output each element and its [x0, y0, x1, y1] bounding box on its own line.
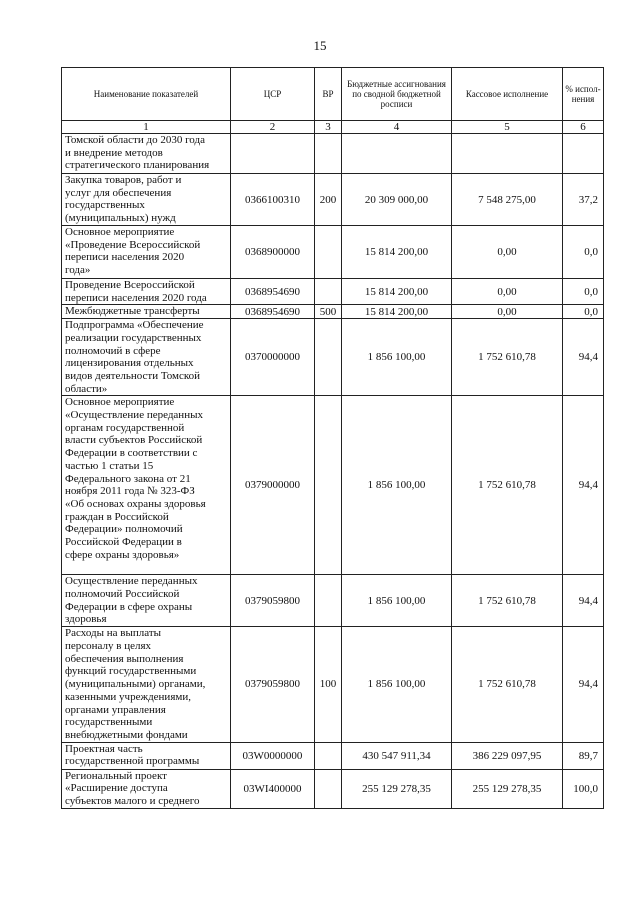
table-row: [62, 279, 604, 305]
row-cash-execution: 0,00: [452, 226, 563, 279]
row-cash-execution: 255 129 278,35: [452, 769, 563, 808]
row-name-text: Проведение Всероссийской переписи населения 2020 года: [65, 279, 207, 304]
row-execution-percent: 94,4: [563, 319, 604, 396]
row-cash-execution: [452, 134, 563, 174]
page-number: 15: [313, 38, 327, 53]
row-execution-percent: 0,0: [563, 226, 604, 279]
row-vr-code: [315, 396, 342, 575]
row-vr-code: [315, 742, 342, 769]
row-name: [62, 305, 231, 319]
row-budget-amount: 430 547 911,34: [342, 742, 452, 769]
row-name: [62, 627, 231, 742]
row-name: [62, 319, 231, 396]
row-name-text: Основное мероприятие «Проведение Всероссийской переписи населения 2020 года»: [65, 226, 201, 277]
column-number: 3: [315, 121, 342, 134]
row-name: [62, 396, 231, 575]
row-vr-code: [315, 226, 342, 279]
budget-execution-table: [61, 67, 604, 809]
table-row: [62, 575, 604, 627]
column-number: 1: [62, 121, 231, 134]
row-csr-code: 03W0000000: [231, 742, 315, 769]
row-csr-code: 0366100310: [231, 174, 315, 226]
row-execution-percent: 100,0: [563, 769, 604, 808]
row-csr-code: [231, 134, 315, 174]
table-row: [62, 319, 604, 396]
row-budget-amount: 1 856 100,00: [342, 396, 452, 575]
column-number: 4: [342, 121, 452, 134]
row-csr-code: 0379059800: [231, 575, 315, 627]
row-budget-amount: 1 856 100,00: [342, 627, 452, 742]
row-budget-amount: 1 856 100,00: [342, 575, 452, 627]
table-row: [62, 769, 604, 808]
row-vr-code: 500: [315, 305, 342, 319]
column-number: 5: [452, 121, 563, 134]
table-row: [62, 627, 604, 742]
row-vr-code: 100: [315, 627, 342, 742]
row-cash-execution: 1 752 610,78: [452, 396, 563, 575]
row-csr-code: 0379000000: [231, 396, 315, 575]
row-name: [62, 279, 231, 305]
row-budget-amount: 255 129 278,35: [342, 769, 452, 808]
table-row: [62, 134, 604, 174]
header-name: Наименование показателей: [62, 68, 231, 121]
row-name-text: Расходы на выплаты персоналу в целях обеспечения выполнения функций государственными (муниципальными) органами, казенными учреждениями, органами управления государственными внебюджетными фондами: [65, 627, 206, 741]
header-budget: Бюджетные ассигнования по сводной бюджетной росписи: [342, 68, 452, 121]
table-row: [62, 742, 604, 769]
row-execution-percent: 37,2: [563, 174, 604, 226]
row-csr-code: 03WI400000: [231, 769, 315, 808]
row-budget-amount: 20 309 000,00: [342, 174, 452, 226]
row-name: [62, 742, 231, 769]
row-vr-code: [315, 575, 342, 627]
row-cash-execution: 7 548 275,00: [452, 174, 563, 226]
row-execution-percent: [563, 134, 604, 174]
row-name-text: Томской области до 2030 года и внедрение методов стратегического планирования: [65, 134, 210, 172]
row-name-text: Закупка товаров, работ и услуг для обеспечения государственных (муниципальных) нужд: [65, 174, 182, 225]
table-body: [62, 134, 604, 809]
row-budget-amount: 15 814 200,00: [342, 226, 452, 279]
row-name: [62, 575, 231, 627]
row-name-text: Осуществление переданных полномочий Российской Федерации в сфере охраны здоровья: [65, 575, 198, 626]
row-budget-amount: [342, 134, 452, 174]
row-vr-code: [315, 769, 342, 808]
table-row: [62, 174, 604, 226]
column-number: 2: [231, 121, 315, 134]
row-csr-code: 0379059800: [231, 627, 315, 742]
header-cash: Кассовое исполнение: [452, 68, 563, 121]
row-execution-percent: 0,0: [563, 279, 604, 305]
table-row: [62, 396, 604, 575]
row-execution-percent: 94,4: [563, 396, 604, 575]
row-cash-execution: 1 752 610,78: [452, 627, 563, 742]
row-name: [62, 769, 231, 808]
row-cash-execution: 0,00: [452, 279, 563, 305]
row-csr-code: 0368954690: [231, 305, 315, 319]
row-csr-code: 0368900000: [231, 226, 315, 279]
row-name: [62, 174, 231, 226]
row-csr-code: 0370000000: [231, 319, 315, 396]
table-row: [62, 305, 604, 319]
row-name-text: Проектная часть государственной программы: [65, 742, 200, 768]
row-cash-execution: 1 752 610,78: [452, 575, 563, 627]
row-name-text: Подпрограмма «Обеспечение реализации государственных полномочий в сфере лицензирования отдельных видов деятельности Томской области»: [65, 319, 204, 395]
row-execution-percent: 89,7: [563, 742, 604, 769]
row-vr-code: [315, 134, 342, 174]
row-execution-percent: 94,4: [563, 575, 604, 627]
row-csr-code: 0368954690: [231, 279, 315, 305]
row-execution-percent: 0,0: [563, 305, 604, 319]
row-cash-execution: 0,00: [452, 305, 563, 319]
row-cash-execution: 386 229 097,95: [452, 742, 563, 769]
row-name-text: Межбюджетные трансферты: [65, 305, 200, 318]
row-name: [62, 226, 231, 279]
row-vr-code: 200: [315, 174, 342, 226]
header-vr: ВР: [315, 68, 342, 121]
row-budget-amount: 1 856 100,00: [342, 319, 452, 396]
column-number-row: [62, 121, 604, 134]
row-budget-amount: 15 814 200,00: [342, 305, 452, 319]
row-name: [62, 134, 231, 174]
row-vr-code: [315, 279, 342, 305]
row-name-text: Основное мероприятие «Осуществление переданных органам государственной власти субъектов Российской Федерации в соответствии с частью 1 статьи 15 Федерального закона от 21 ноября 2011 года № 323-ФЗ «Об основах охраны здоровья граждан в Российской Федерации» полномочий Российской Федерации в сфере охраны здоровья»: [65, 396, 206, 561]
column-number: 6: [563, 121, 604, 134]
header-csr: ЦСР: [231, 68, 315, 121]
header-pct: % испол- нения: [563, 68, 604, 121]
row-cash-execution: 1 752 610,78: [452, 319, 563, 396]
row-execution-percent: 94,4: [563, 627, 604, 742]
row-vr-code: [315, 319, 342, 396]
row-budget-amount: 15 814 200,00: [342, 279, 452, 305]
row-name-text: Региональный проект «Расширение доступа субъектов малого и среднего: [65, 769, 200, 808]
header-row: [62, 68, 604, 121]
table-row: [62, 226, 604, 279]
